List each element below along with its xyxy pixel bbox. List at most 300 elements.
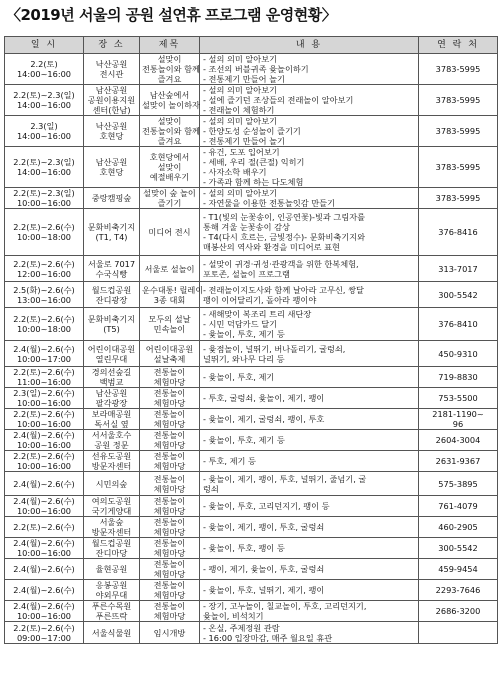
cell-contact	[419, 622, 498, 644]
cell-place-line: 중랑캠핑숲	[91, 193, 132, 203]
cell-contact	[419, 256, 498, 282]
cell-contact-line: 2631-9367	[435, 456, 481, 466]
table-row	[5, 496, 498, 517]
cell-place	[84, 308, 140, 341]
cell-place-line: 국기게양대	[91, 506, 132, 516]
cell-place-line: 공원 정문	[94, 440, 129, 450]
cell-contact	[419, 538, 498, 559]
cell-place-line: (T1, T4)	[95, 232, 128, 242]
cell-place-line: 보라매공원	[91, 409, 132, 419]
cell-content	[200, 308, 419, 341]
cell-content	[200, 116, 419, 147]
cell-program	[140, 559, 200, 580]
cell-date-line: 09:00~17:00	[16, 632, 72, 643]
cell-date-line: 11:00~16:00	[16, 377, 72, 387]
cell-program-line: 즐겨요	[157, 136, 182, 146]
cell-place-line: 응봉공원	[95, 580, 128, 590]
cell-date-line: 2.2(토)~2.6(수)	[13, 314, 75, 324]
cell-program	[140, 116, 200, 147]
table-row	[5, 517, 498, 538]
cell-program-line: 체험마당	[153, 611, 186, 621]
cell-date	[5, 282, 84, 308]
cell-content-line: - 투호, 굴렁쇠, 윷놀이, 제기, 팽이	[203, 393, 325, 403]
cell-contact-line: 376-8416	[438, 227, 478, 237]
cell-content	[200, 282, 419, 308]
cell-place	[84, 388, 140, 409]
cell-contact	[419, 388, 498, 409]
cell-program	[140, 54, 200, 85]
cell-program-line: 전통놀이	[153, 496, 186, 506]
cell-place	[84, 341, 140, 367]
cell-content-line: - 장기, 고누놀이, 칠교놀이, 투호, 고리던지기,	[203, 601, 367, 611]
cell-program-line: 임시개방	[153, 627, 186, 638]
cell-content-line: - 전통제기 만들어 놀기	[203, 74, 285, 84]
cell-program-line: 모두의 설날	[148, 314, 191, 324]
cell-content-line: - 16:00 입장마감, 매주 월요일 휴관	[203, 632, 333, 643]
cell-contact	[419, 367, 498, 388]
cell-program-line: 설맞이 놀이하자	[142, 100, 200, 110]
cell-place-line: 여의도공원	[91, 496, 132, 506]
cell-contact	[419, 308, 498, 341]
cell-place-line: 호현당	[99, 167, 124, 177]
cell-date-line: 2.3(일)~2.6(수)	[13, 388, 75, 398]
cell-content-line: - 윷놀이, 투호, 제기	[203, 372, 275, 382]
cell-program	[140, 601, 200, 622]
cell-place-line: 문화비축기지	[87, 314, 136, 324]
cell-program	[140, 388, 200, 409]
cell-date-line: 2.4(월)~2.6(수)	[13, 538, 75, 548]
cell-contact	[419, 147, 498, 188]
cell-date-line: 2.4(월)~2.6(수)	[13, 430, 75, 440]
cell-contact	[419, 116, 498, 147]
cell-place-line: 백범교	[99, 377, 124, 387]
table-row	[5, 430, 498, 451]
cell-content	[200, 209, 419, 256]
cell-contact	[419, 282, 498, 308]
table-row	[5, 367, 498, 388]
cell-place-line: 열린무대	[95, 353, 128, 364]
cell-place-line: 방문자센터	[91, 527, 132, 537]
cell-program-line: 체험마당	[153, 377, 186, 387]
cell-date	[5, 116, 84, 147]
cell-program	[140, 341, 200, 367]
table-row	[5, 341, 498, 367]
cell-date-line: 12:00~16:00	[16, 268, 72, 279]
table-row	[5, 538, 498, 559]
cell-content-line: - 설에 즐기던 조상들의 전래놀이 알아보기	[203, 95, 354, 105]
table-row	[5, 472, 498, 496]
cell-date	[5, 341, 84, 367]
table-row	[5, 580, 498, 601]
cell-content-line: - 유건, 도포 입어보기	[203, 147, 280, 157]
cell-program-line: 어린이대공원	[145, 343, 194, 354]
cell-program-line: 설맞이 숲 놀이	[143, 188, 196, 198]
cell-contact	[419, 559, 498, 580]
cell-place	[84, 54, 140, 85]
cell-program	[140, 308, 200, 341]
cell-place	[84, 601, 140, 622]
cell-date-line: 2.4(월)~2.6(수)	[13, 585, 75, 595]
table-row	[5, 54, 498, 85]
cell-date	[5, 188, 84, 209]
cell-program	[140, 538, 200, 559]
cell-contact-line: 3783-5995	[435, 126, 481, 136]
cell-date-line: 2.5(화)~2.6(수)	[13, 284, 75, 295]
cell-program-line: 즐겨요	[157, 74, 182, 84]
cell-date-line: 2.2(토)	[30, 59, 58, 69]
cell-content-line: 매봉산의 역사와 환경을 미디어로 표현	[203, 242, 340, 252]
cell-content-line: - 새해맞이 복조리 트리 새단장	[203, 309, 312, 319]
cell-program	[140, 496, 200, 517]
cell-program-line: 남산숲에서	[149, 90, 190, 100]
cell-place-line: 잔디마당	[95, 548, 128, 558]
cell-place-line: 서서울호수	[91, 430, 132, 440]
cell-place	[84, 472, 140, 496]
cell-program	[140, 147, 200, 188]
cell-contact-line: 376-8410	[438, 319, 478, 329]
cell-contact-line: 575-3895	[438, 478, 478, 489]
cell-place-line: 문화비축기지	[87, 222, 136, 232]
program-table-wrapper	[4, 36, 497, 644]
cell-content-line: - 온실, 주제정원 관람	[203, 622, 280, 633]
cell-place-line: (T5)	[103, 324, 120, 334]
cell-program-line: 전통놀이	[153, 473, 186, 484]
cell-content	[200, 388, 419, 409]
cell-place	[84, 517, 140, 538]
cell-content-line: - 가족과 함께 하는 다도체험	[203, 177, 304, 187]
cell-content-line: - 윷놀이, 투호, 팽이 등	[203, 543, 285, 553]
cell-program-line: 전통놀이	[153, 388, 186, 398]
cell-content	[200, 430, 419, 451]
cell-content	[200, 601, 419, 622]
cell-place	[84, 622, 140, 644]
cell-content-line: - 조선의 버블귀족 윷놀이하기	[203, 64, 309, 74]
table-row	[5, 147, 498, 188]
cell-place	[84, 451, 140, 472]
cell-place-line: 경의선숲길	[91, 367, 132, 377]
cell-program-line: 체험마당	[153, 527, 186, 537]
cell-content-line: 윷놀이, 비석치기	[203, 611, 264, 621]
cell-program	[140, 472, 200, 496]
cell-content-line: 통해 겨울 눈꽃송이 감상	[203, 222, 290, 232]
table-row	[5, 188, 498, 209]
cell-place-line: 센터(한남)	[92, 105, 131, 115]
cell-content-line: - 팽이, 제기, 윷놀이, 투호, 굴렁쇠	[203, 564, 325, 574]
cell-contact	[419, 472, 498, 496]
cell-date-line: 14:00~16:00	[16, 131, 72, 141]
cell-contact-line: 719-8830	[438, 372, 478, 382]
cell-program-line: 전통놀이	[153, 367, 186, 377]
cell-content-line: - 시민 덕담카드 달기	[203, 319, 278, 329]
cell-contact-line: 300-5542	[438, 543, 478, 553]
cell-date-line: 2.4(월)~2.6(수)	[13, 601, 75, 611]
cell-content-line: - 윷놀이, 투호, 제기 등	[203, 435, 285, 445]
cell-content	[200, 54, 419, 85]
cell-program-line: 즐기기	[157, 198, 182, 208]
cell-program-line: 예절배우기	[149, 172, 190, 182]
cell-place-line: 푸른수목원	[91, 601, 132, 611]
cell-program-line: 전통놀이	[153, 409, 186, 419]
cell-date-line: 10:00~17:00	[16, 353, 72, 364]
cell-place-line: 서울숲	[99, 517, 124, 527]
cell-place-line: 시민의숲	[95, 478, 128, 489]
cell-content	[200, 622, 419, 644]
cell-program	[140, 409, 200, 430]
cell-contact-line: 2293-7646	[435, 585, 481, 595]
cell-program-line: 체험마당	[153, 461, 186, 471]
cell-date	[5, 54, 84, 85]
cell-place-line: 남산공원	[95, 157, 128, 167]
cell-contact-line: 313-7017	[438, 263, 478, 274]
cell-content-line: 포토존, 설놀이 프로그램	[203, 268, 290, 279]
cell-contact	[419, 580, 498, 601]
cell-contact	[419, 188, 498, 209]
cell-date-line: 2.2(토)~2.6(수)	[13, 409, 75, 419]
cell-program	[140, 517, 200, 538]
cell-contact	[419, 601, 498, 622]
cell-content-line: - 윷놀이, 제기, 굴렁쇠, 팽이, 투호	[203, 414, 325, 424]
cell-date-line: 2.2(토)~2.6(수)	[13, 622, 75, 633]
cell-content	[200, 409, 419, 430]
cell-program-line: 체험마당	[153, 569, 186, 579]
cell-content	[200, 496, 419, 517]
cell-contact-line: 761-4079	[438, 501, 478, 511]
cell-content-line: - 윷놀이, 투호, 고리던지기, 팽이 등	[203, 501, 330, 511]
cell-content-line: 팽이 이어달리기, 돌아라 팽이야	[203, 294, 317, 305]
cell-program-line: 3종 대회	[153, 294, 186, 305]
cell-contact	[419, 430, 498, 451]
cell-content	[200, 147, 419, 188]
cell-program-line: 체험마당	[153, 483, 186, 494]
cell-program	[140, 580, 200, 601]
cell-program-line: 호현당에서	[149, 152, 190, 162]
cell-content-line: 렁쇠	[203, 483, 219, 494]
cell-contact-line: 300-5542	[438, 289, 478, 300]
cell-date-line: 2.2(토)~2.6(수)	[13, 522, 75, 532]
cell-content-line: - 윷놀이, 투호, 제기 등	[203, 329, 285, 339]
cell-contact	[419, 209, 498, 256]
cell-program-line: 체험마당	[153, 590, 186, 600]
cell-date	[5, 496, 84, 517]
cell-program	[140, 367, 200, 388]
cell-program-line: 체험마당	[153, 419, 186, 429]
cell-contact	[419, 341, 498, 367]
cell-date-line: 10:00~16:00	[16, 461, 72, 471]
cell-content	[200, 451, 419, 472]
cell-date-line: 10:00~16:00	[16, 198, 72, 208]
cell-date	[5, 209, 84, 256]
cell-place-line: 어린이대공원	[87, 343, 136, 354]
cell-content-line: - 설의 의미 알아보기	[203, 54, 278, 64]
table-row	[5, 601, 498, 622]
cell-place-line: 월드컵공원	[91, 284, 132, 295]
cell-content-line: - 설맞이 귀경·귀성·관광객을 위한 한복체험,	[203, 258, 359, 269]
cell-place-line: 푸른뜨락	[95, 611, 128, 621]
cell-contact	[419, 54, 498, 85]
cell-place	[84, 256, 140, 282]
program-table	[4, 36, 498, 644]
cell-date-line: 2.2(토)~2.6(수)	[13, 222, 75, 232]
table-row	[5, 388, 498, 409]
table-row	[5, 622, 498, 644]
cell-content	[200, 341, 419, 367]
cell-date-line: 10:00~18:00	[16, 324, 72, 334]
cell-place	[84, 147, 140, 188]
cell-place-line: 호현당	[99, 131, 124, 141]
cell-program-line: 민속놀이	[153, 324, 186, 334]
cell-place	[84, 409, 140, 430]
cell-date-line: 10:00~18:00	[16, 232, 72, 242]
cell-content	[200, 580, 419, 601]
cell-contact-line: 3783-5995	[435, 64, 481, 74]
cell-date-line: 10:00~16:00	[16, 506, 72, 516]
cell-content	[200, 367, 419, 388]
cell-date-line: 2.2(토)~2.3(일)	[13, 188, 75, 198]
cell-program-line: 전통놀이	[153, 580, 186, 590]
cell-place-line: 서울식물원	[91, 627, 132, 638]
cell-place-line: 잔디광장	[95, 294, 128, 305]
cell-place-line: 남산공원	[95, 85, 128, 95]
cell-date-line: 10:00~16:00	[16, 419, 72, 429]
cell-program-line: 전통놀이	[153, 430, 186, 440]
cell-place	[84, 209, 140, 256]
cell-contact-line: 3783-5995	[435, 162, 481, 172]
cell-contact-line: 450-9310	[438, 348, 478, 359]
cell-contact-line: 3783-5995	[435, 95, 481, 105]
column-header-content: 내 용	[200, 37, 419, 54]
cell-place	[84, 367, 140, 388]
cell-program-line: 전통놀이	[153, 517, 186, 527]
table-row	[5, 451, 498, 472]
cell-program-line: 체험마당	[153, 398, 186, 408]
cell-program-line: 설날축제	[153, 353, 186, 364]
cell-date-line: 2.2(토)~2.3(일)	[13, 157, 75, 167]
cell-program-line: 전통놀이	[153, 451, 186, 461]
cell-date-line: 10:00~16:00	[16, 398, 72, 408]
cell-content-line: - 윷점놀이, 널뛰기, 버나돌리기, 굴렁쇠,	[203, 343, 346, 354]
cell-place-line: 방문자센터	[91, 461, 132, 471]
cell-program-line: 체험마당	[153, 506, 186, 516]
cell-program	[140, 430, 200, 451]
cell-date-line: 2.2(토)~2.6(수)	[13, 258, 75, 269]
cell-contact-line: 753-5500	[438, 393, 478, 403]
cell-date-line: 2.4(월)~2.6(수)	[13, 478, 75, 489]
cell-place-line: 서울로 7017	[87, 258, 136, 269]
cell-place	[84, 559, 140, 580]
cell-date	[5, 308, 84, 341]
page-title: 〈2019년 서울의 공원 설연휴 프로그램 운영현황〉	[6, 6, 337, 24]
cell-content-line: - 전래놀이 체험하기	[203, 105, 275, 115]
cell-program-line: 설맞이	[157, 116, 182, 126]
cell-date	[5, 430, 84, 451]
cell-contact	[419, 496, 498, 517]
cell-place	[84, 430, 140, 451]
cell-content-line: 널뛰기, 와나무 다리 등	[203, 353, 285, 364]
cell-date	[5, 409, 84, 430]
cell-place-line: 독서실 옆	[94, 419, 129, 429]
cell-content-line: - 설의 의미 알아보기	[203, 85, 278, 95]
cell-content-line: - 윷놀이, 투호, 널뛰기, 제기, 팽이	[203, 585, 325, 595]
cell-place-line: 낙산공원	[95, 59, 128, 69]
cell-contact	[419, 409, 498, 430]
cell-place-line: 수국식빵	[95, 268, 128, 279]
cell-contact	[419, 517, 498, 538]
cell-content-line: - 투호, 제기 등	[203, 456, 256, 466]
column-header-date: 일 시	[5, 37, 84, 54]
cell-place-line: 공원이용지원	[87, 95, 136, 105]
cell-contact-line: 2686-3200	[435, 606, 481, 616]
table-row	[5, 282, 498, 308]
cell-date	[5, 388, 84, 409]
cell-date-line: 10:00~16:00	[16, 440, 72, 450]
cell-program	[140, 256, 200, 282]
cell-content-line: - T1(빛의 눈꽃송이, 인공연꽃)-빛과 그림자를	[203, 212, 366, 222]
cell-contact	[419, 85, 498, 116]
column-header-contact: 연 락 처	[419, 37, 498, 54]
cell-content	[200, 538, 419, 559]
cell-content	[200, 85, 419, 116]
cell-place	[84, 496, 140, 517]
cell-content-line: - 윷놀이, 제기, 팽이, 투호, 굴렁쇠	[203, 522, 325, 532]
cell-program-line: 전통놀이와 함께	[142, 64, 200, 74]
table-body	[5, 54, 498, 644]
cell-content	[200, 559, 419, 580]
cell-date-line: 2.4(월)~2.6(수)	[13, 564, 75, 574]
cell-place	[84, 116, 140, 147]
cell-place-line: 율현공원	[95, 564, 128, 574]
cell-content-line: - 사자소학 배우기	[203, 167, 267, 177]
cell-date-line: 10:00~16:00	[16, 611, 72, 621]
cell-date	[5, 367, 84, 388]
cell-place-line: 전시관	[99, 69, 124, 79]
cell-content-line: - 전래놀이지도사와 함께 날아라 고무신, 쌍달	[203, 284, 364, 295]
table-row	[5, 308, 498, 341]
cell-date-line: 14:00~16:00	[16, 100, 72, 110]
cell-content	[200, 517, 419, 538]
cell-content-line: - 설의 의미 알아보기	[203, 188, 278, 198]
cell-date-line: 10:00~16:00	[16, 548, 72, 558]
cell-program-line: 체험마당	[153, 548, 186, 558]
cell-content	[200, 472, 419, 496]
cell-date	[5, 85, 84, 116]
cell-program-line: 전통놀이	[153, 559, 186, 569]
cell-content-line: - 세배, 우리 절(큰절) 익히기	[203, 157, 305, 167]
cell-content-line: - 윷놀이, 제기, 팽이, 투호, 널뛰기, 줄넘기, 굴	[203, 473, 367, 484]
cell-date-line: 2.2(토)~2.3(일)	[13, 90, 75, 100]
cell-program	[140, 451, 200, 472]
table-row	[5, 409, 498, 430]
cell-program-line: 설맞이	[157, 162, 182, 172]
table-header-row	[5, 37, 498, 54]
cell-program-line: 미디어 전시	[148, 227, 191, 237]
cell-program-line: 전통놀이와 함께	[142, 126, 200, 136]
cell-date	[5, 538, 84, 559]
cell-place	[84, 282, 140, 308]
cell-place-line: 선유도공원	[91, 451, 132, 461]
cell-program-line: 설맞이	[157, 54, 182, 64]
cell-date	[5, 601, 84, 622]
cell-content-line: - 전통제기 만들어 놀기	[203, 136, 285, 146]
cell-content	[200, 256, 419, 282]
cell-contact-line: 2181-1190~	[432, 409, 484, 419]
cell-date-line: 14:00~16:00	[16, 167, 72, 177]
table-row	[5, 559, 498, 580]
cell-date	[5, 517, 84, 538]
cell-program-line: 전통놀이	[153, 601, 186, 611]
cell-place-line: 야외무대	[95, 590, 128, 600]
cell-place-line: 월드컵공원	[91, 538, 132, 548]
cell-contact-line: 96	[452, 419, 464, 429]
